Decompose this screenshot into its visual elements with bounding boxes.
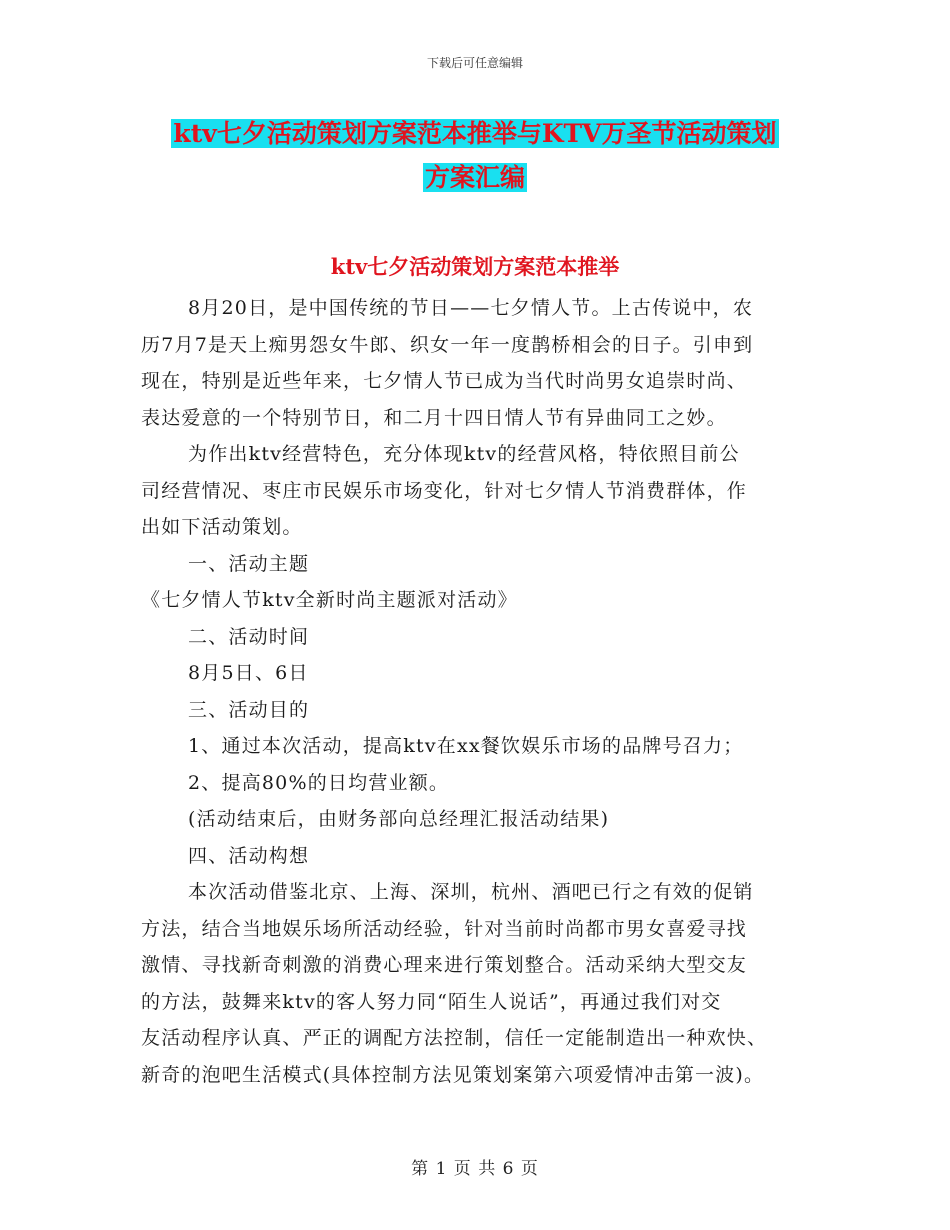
paragraph-line: 司经营情况、枣庄市民娱乐市场变化，针对七夕情人节消费群体，作	[141, 479, 748, 502]
section-heading: 二、活动时间	[188, 625, 310, 648]
paragraph-line: 《七夕情人节ktv全新时尚主题派对活动》	[141, 589, 518, 611]
paragraph-line: 2、提高80%的日均营业额。	[188, 771, 450, 794]
paragraph-line: 激情、寻找新奇刺激的消费心理来进行策划整合。活动采纳大型交友	[141, 954, 748, 976]
header-note: 下载后可任意编辑	[426, 56, 523, 70]
paragraph-line: (活动结束后，由财务部向总经理汇报活动结果)	[188, 808, 610, 830]
paragraph-line: 为作出ktv经营特色，充分体现ktv的经营风格，特依照目前公	[188, 443, 740, 465]
document-title-line-2: 方案汇编	[424, 163, 525, 192]
paragraph-line: 现在，特别是近些年来，七夕情人节已成为当代时尚男女追崇时尚、	[141, 370, 748, 392]
paragraph-line: 1、通过本次活动，提高ktv在xx餐饮娱乐市场的品牌号召力；	[188, 735, 744, 757]
paragraph-line: 友活动程序认真、严正的调配方法控制，信任一定能制造出一种欢快、	[141, 1027, 768, 1049]
paragraph-line: 出如下活动策划。	[141, 516, 303, 538]
paragraph-line: 表达爱意的一个特别节日，和二月十四日情人节有异曲同工之妙。	[141, 406, 727, 429]
body-text	[141, 290, 821, 1093]
paragraph-line: 8月20日，是中国传统的节日——七夕情人节。上古传说中，农	[188, 297, 754, 319]
section-heading: 一、活动主题	[188, 552, 310, 575]
document-title-line-1: ktv七夕活动策划方案范本推举与KTV万圣节活动策划	[173, 119, 777, 148]
section-title: ktv七夕活动策划方案范本推举	[330, 254, 620, 279]
section-heading: 三、活动目的	[188, 698, 310, 721]
page-number-footer: 第 1 页 共 6 页	[411, 1159, 539, 1179]
paragraph-line: 8月5日、6日	[188, 662, 309, 684]
paragraph-line: 方法，结合当地娱乐场所活动经验，针对当前时尚都市男女喜爱寻找	[141, 917, 748, 940]
paragraph-line: 本次活动借鉴北京、上海、深圳，杭州、酒吧已行之有效的促销	[188, 881, 754, 903]
paragraph-line: 新奇的泡吧生活模式(具体控制方法见策划案第六项爱情冲击第一波)。	[141, 1063, 765, 1086]
paragraph-line: 的方法，鼓舞来ktv的客人努力同“陌生人说话”，再通过我们对交	[141, 990, 722, 1013]
section-heading: 四、活动构想	[188, 844, 310, 867]
paragraph-line: 历7月7是天上痴男怨女牛郎、织女一年一度鹊桥相会的日子。引申到	[141, 333, 754, 356]
